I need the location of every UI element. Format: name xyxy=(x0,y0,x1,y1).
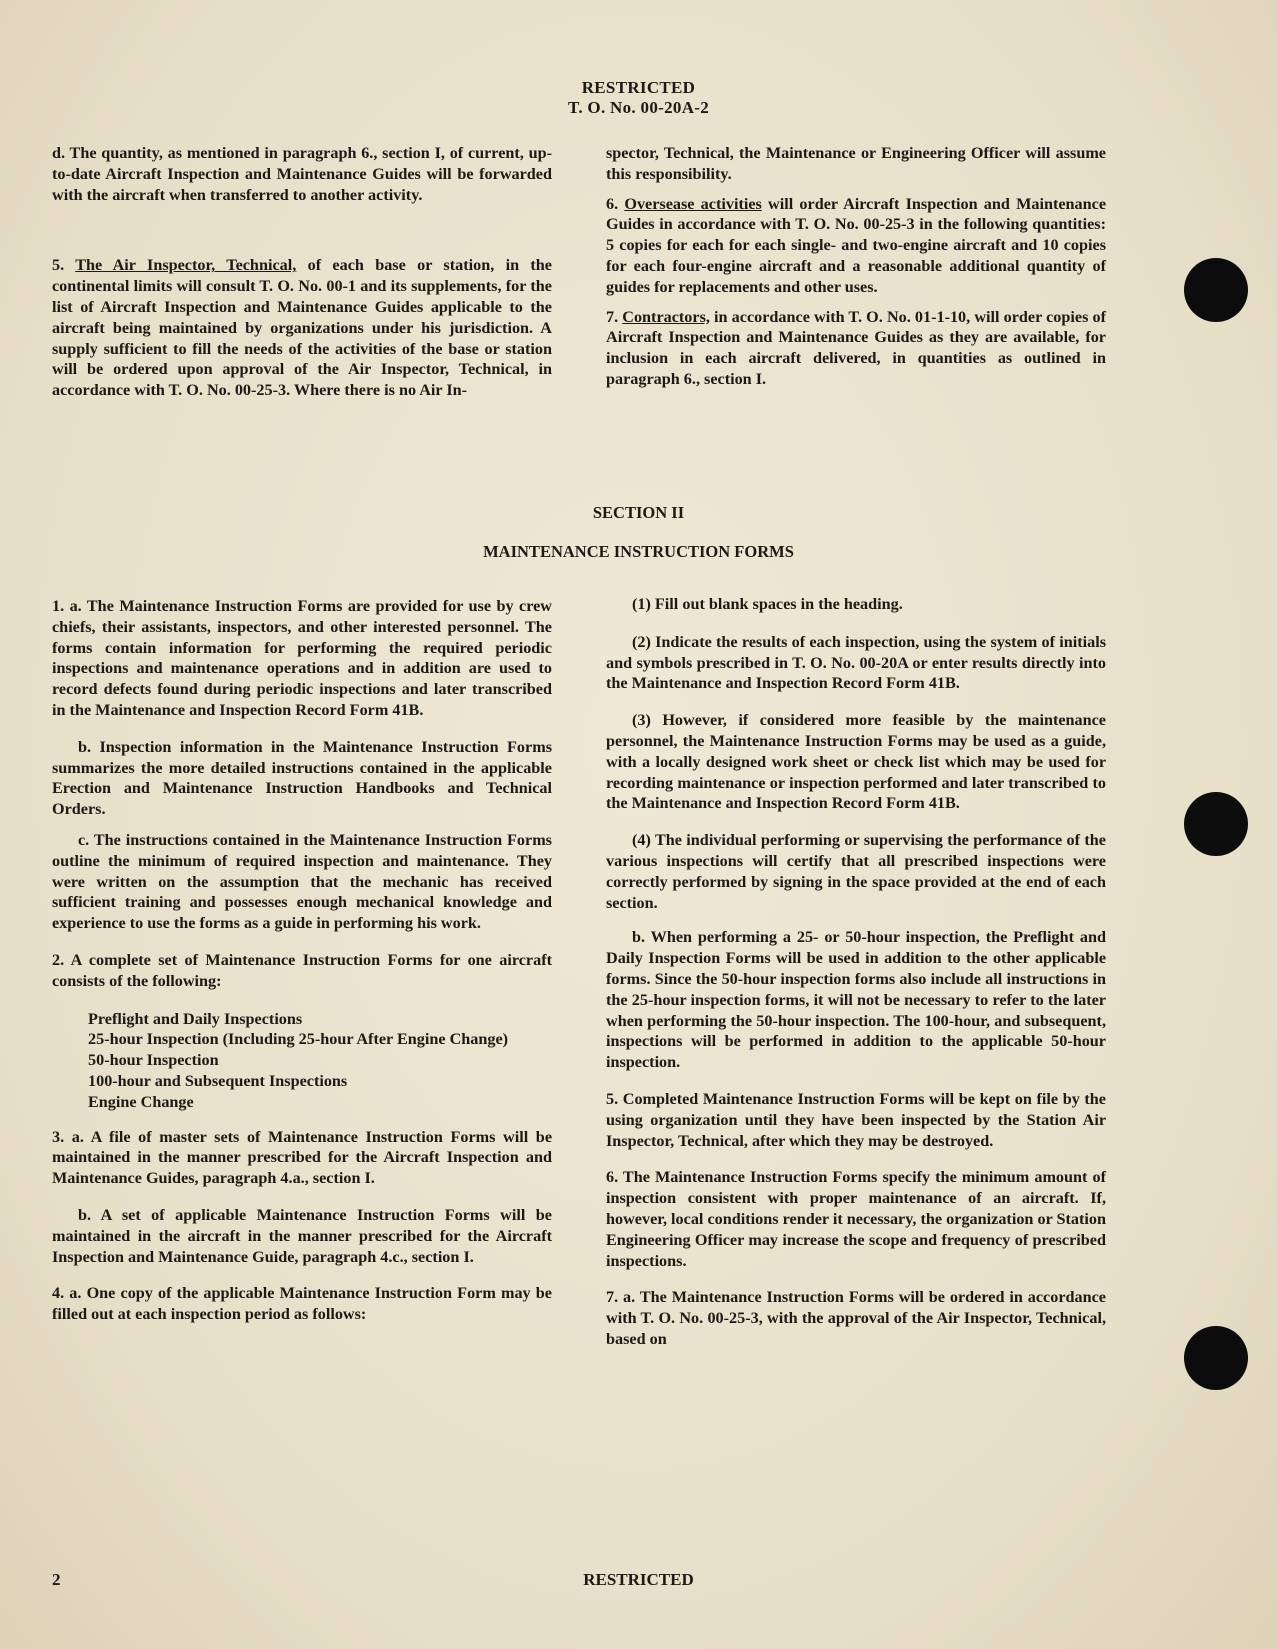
footer-restricted: RESTRICTED xyxy=(583,1570,694,1589)
list-item: Engine Change xyxy=(88,1092,194,1111)
paragraph-5 xyxy=(52,255,552,401)
list-item: 50-hour Inspection xyxy=(88,1051,219,1070)
page-number: 2 xyxy=(52,1570,61,1589)
paragraph-3a: 3. a. A file of master sets of Maintenance Instruction Forms will be maintained in the manner prescribed for the Aircraft Inspection and Maintenance Guides, paragraph 4.a., section I. xyxy=(52,1127,552,1188)
subparagraph-2: (2) Indicate the results of each inspection, using the system of initials and symbols prescribed in T. O. No. 00-20A or enter results directly into the Maintenance and Inspection Record Form 41B. xyxy=(606,632,1106,693)
paragraph-5-heading: The Air Inspector, Technical, xyxy=(75,256,297,275)
paragraph-1c: c. The instructions contained in the Maintenance Instruction Forms outline the minimum of required inspection and maintenance. They were written on the assumption that the mechanic has received sufficient training and possesses enough mechanical knowledge and experience to use the forms as a guide in performing his work. xyxy=(52,830,552,933)
punch-hole xyxy=(1184,1326,1248,1390)
paragraph-3b: b. A set of applicable Maintenance Instruction Forms will be maintained in the aircraft in the manner prescribed for the Aircraft Inspection and Maintenance Guide, paragraph 4.c., section I. xyxy=(52,1205,552,1266)
top-right-column xyxy=(606,143,1106,390)
list-item: 25-hour Inspection (Including 25-hour After Engine Change) xyxy=(88,1030,509,1049)
paragraph-4d: d. The quantity, as mentioned in paragraph 6., section I, of current, up-to-date Aircraft Inspection and Maintenance Guides will be forwarded with the aircraft when transferred to another activity. xyxy=(52,144,552,204)
punch-hole xyxy=(1184,258,1248,322)
section-title: MAINTENANCE INSTRUCTION FORMS xyxy=(483,542,794,561)
paragraph-4b: b. When performing a 25- or 50-hour inspection, the Preflight and Daily Inspection Forms will be used in addition to the other applicable forms. Since the 50-hour inspection forms also include all instructions in the 25-hour inspection forms, it will not be necessary to refer to the later when performing the 50-hour inspection. The 100-hour, and subsequent, inspections will be performed in addition to the applicable 50-hour inspection. xyxy=(606,928,1106,1072)
paragraph-4a: 4. a. One copy of the applicable Maintenance Instruction Form may be filled out at each inspection period as follows: xyxy=(52,1284,552,1324)
paragraph-5-number: 5. xyxy=(52,256,65,275)
paragraph-7 xyxy=(606,307,1106,390)
forms-list xyxy=(52,1009,552,1113)
subparagraph-4: (4) The individual performing or supervising the performance of the various inspections will certify that all prescribed inspections were correctly performed by signing in the space provided at the end of each section. xyxy=(606,831,1106,912)
bottom-right-column xyxy=(606,594,1106,1350)
paragraph-5-continuation: spector, Technical, the Maintenance or Engineering Officer will assume this responsibility. xyxy=(606,144,1106,183)
paragraph-1b: b. Inspection information in the Maintenance Instruction Forms summarizes the more detailed instructions contained in the applicable Erection and Maintenance Instruction Handbooks and Technical Orders. xyxy=(52,737,552,819)
paragraph-6-scope: 6. The Maintenance Instruction Forms specify the minimum amount of inspection consistent with proper maintenance of an aircraft. If, however, local conditions render it necessary, the organization or Station Engineering Officer may increase the scope and frequency of prescribed inspections. xyxy=(606,1168,1106,1270)
top-left-column xyxy=(52,143,552,401)
list-item: 100-hour and Subsequent Inspections xyxy=(88,1071,348,1090)
paragraph-7-text: in accordance with T. O. No. 01-1-10, will order copies of Aircraft Inspection and Maintenance Guides as they are available, for inclusion in each aircraft delivered, in quantities as outlined in paragraph 6., section I. xyxy=(606,307,1106,388)
punch-hole xyxy=(1184,792,1248,856)
paragraph-7-number: 7. xyxy=(606,307,619,326)
list-item: Preflight and Daily Inspections xyxy=(88,1009,303,1028)
paragraph-7a: 7. a. The Maintenance Instruction Forms will be ordered in accordance with T. O. No. 00-25-3, with the approval of the Air Inspector, Technical, based on xyxy=(606,1288,1106,1348)
paragraph-6-number: 6. xyxy=(606,194,619,213)
paragraph-1a: 1. a. The Maintenance Instruction Forms are provided for use by crew chiefs, their assistants, inspectors, and other interested personnel. The forms contain information for performing the required periodic inspections and maintenance operations and in addition are used to record defects found during periodic inspections and later transcribed in the Maintenance and Inspection Record Form 41B. xyxy=(52,597,552,719)
bottom-left-column xyxy=(52,596,552,1325)
subparagraph-1: (1) Fill out blank spaces in the heading. xyxy=(632,595,903,613)
paragraph-6-heading: Oversease activities xyxy=(624,194,762,213)
header-restricted: RESTRICTED xyxy=(581,78,696,97)
subparagraph-3: (3) However, if considered more feasible by the maintenance personnel, the Maintenance Instruction Forms may be used as a guide, with a locally designed work sheet or check list which may be used for recording maintenance or inspection performed and later transcribed to the Maintenance and Inspection Record Form 41B. xyxy=(606,711,1106,813)
paragraph-5-completed: 5. Completed Maintenance Instruction Forms will be kept on file by the using organization until they have been inspected by the Station Air Inspector, Technical, after which they may be destroyed. xyxy=(606,1089,1106,1150)
section-number: SECTION II xyxy=(592,503,685,522)
paragraph-5-text: of each base or station, in the continental limits will consult T. O. No. 00-1 and its supplements, for the list of Aircraft Inspection and Maintenance Guides applicable to the aircraft being maintained by organizations under his jurisdiction. A supply sufficient to fill the needs of the activities of the base or station will be ordered upon approval of the Air Inspector, Technical, in accordance with T. O. No. 00-25-3. Where there is no Air In- xyxy=(52,256,552,400)
paragraph-6-text: will order Aircraft Inspection and Maintenance Guides in accordance with T. O. No. 00-25-3 in the following quantities: 5 copies for each for each single- and two-engine aircraft and 10 copies for each four-engine aircraft and a reasonable additional quantity of guides for replacements and other uses. xyxy=(606,194,1107,296)
paragraph-7-heading: Contractors, xyxy=(622,307,710,326)
paragraph-2: 2. A complete set of Maintenance Instruction Forms for one aircraft consists of the following: xyxy=(52,950,552,990)
header-to-number: T. O. No. 00-20A-2 xyxy=(567,98,710,117)
paragraph-6 xyxy=(606,194,1106,298)
